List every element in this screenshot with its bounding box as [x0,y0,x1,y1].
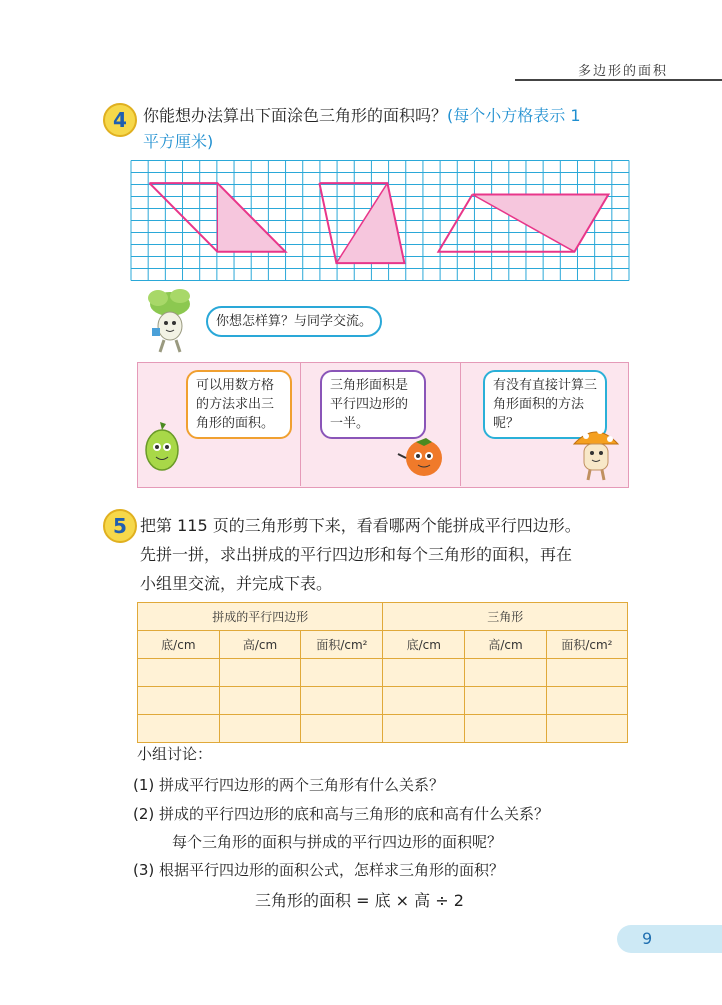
table-row [138,687,628,715]
shaded-triangle-right [472,195,608,252]
table-col-header: 高/cm [465,631,547,659]
speech-bubble-prompt: 你想怎样算？与同学交流。 [206,306,382,337]
figure-right-parallelogram [438,195,608,252]
question-4-note-2: 平方厘米) [143,132,214,151]
mascot-pepper-icon [140,420,184,482]
table-cell[interactable] [383,659,465,687]
discussion-title: 小组讨论： [137,745,213,763]
table-row [138,715,628,743]
page-number-tab [617,925,722,953]
header-rule [515,79,722,81]
figure-left-parallelogram [149,183,285,252]
page-number: 9 [642,929,653,948]
table-cell[interactable] [301,687,383,715]
question-5-text [140,511,640,598]
grid-figure [130,160,630,284]
question-4-note-1: (每个小方格表示 1 [447,106,581,125]
table-cell[interactable] [301,715,383,743]
table-cell[interactable] [546,659,627,687]
table-cell[interactable] [465,687,547,715]
table-col-header: 高/cm [219,631,301,659]
table-group-triangle: 三角形 [383,603,628,631]
chapter-title: 多边形的面积 [577,64,668,79]
shaded-triangle-middle [336,183,404,263]
question-4-main: 你能想办法算出下面涂色三角形的面积吗？ [143,106,448,125]
discussion-q2: (2) 拼成的平行四边形的底和高与三角形的底和高有什么关系？ [133,805,550,823]
table-cell[interactable] [301,659,383,687]
table-cell[interactable] [138,715,220,743]
mascot-tomato-icon [396,432,448,482]
discussion-q3: (3) 根据平行四边形的面积公式，怎样求三角形的面积？ [133,861,505,879]
table-cell[interactable] [138,659,220,687]
discussion-q2-continued: 每个三角形的面积与拼成的平行四边形的面积呢？ [172,833,503,851]
speech-bubble-half-parallelogram: 三角形面积是平行四边形的一半。 [320,370,426,439]
speech-bubble-count-squares: 可以用数方格的方法求出三角形的面积。 [186,370,292,439]
table-col-header: 面积/cm² [301,631,383,659]
table-col-header: 面积/cm² [546,631,627,659]
table-col-header: 底/cm [138,631,220,659]
table-row [138,659,628,687]
mascot-mushroom-icon [570,420,622,482]
table-group-header-row [138,603,628,631]
table-cell[interactable] [465,659,547,687]
table-cell[interactable] [219,659,301,687]
question-5-badge: 5 [103,509,137,543]
mascot-plant-icon [140,288,204,354]
table-cell[interactable] [465,715,547,743]
discussion-divider-1 [300,362,301,486]
table-group-parallelogram: 拼成的平行四边形 [138,603,383,631]
question-5-line-1: 把第 115 页的三角形剪下来，看看哪两个能拼成平行四边形。 [140,516,581,535]
table-cell[interactable] [546,715,627,743]
table-col-header: 底/cm [383,631,465,659]
table-cell[interactable] [383,715,465,743]
discussion-q1: (1) 拼成平行四边形的两个三角形有什么关系？ [133,776,445,794]
results-table [137,602,628,743]
question-5-line-3: 小组里交流，并完成下表。 [140,574,333,593]
question-5-line-2: 先拼一拼，求出拼成的平行四边形和每个三角形的面积，再在 [140,545,573,564]
table-cell[interactable] [219,687,301,715]
question-4-text [143,103,633,155]
table-cell[interactable] [219,715,301,743]
figure-middle-parallelogram [319,183,404,263]
speech-bubble-direct-method: 有没有直接计算三角形面积的方法呢？ [483,370,607,439]
triangle-area-formula: 三角形的面积 = 底 × 高 ÷ 2 [255,891,464,910]
table-cell[interactable] [383,687,465,715]
table-cell[interactable] [546,687,627,715]
table-column-header-row [138,631,628,659]
question-4-badge: 4 [103,103,137,137]
table-cell[interactable] [138,687,220,715]
discussion-divider-2 [460,362,461,486]
